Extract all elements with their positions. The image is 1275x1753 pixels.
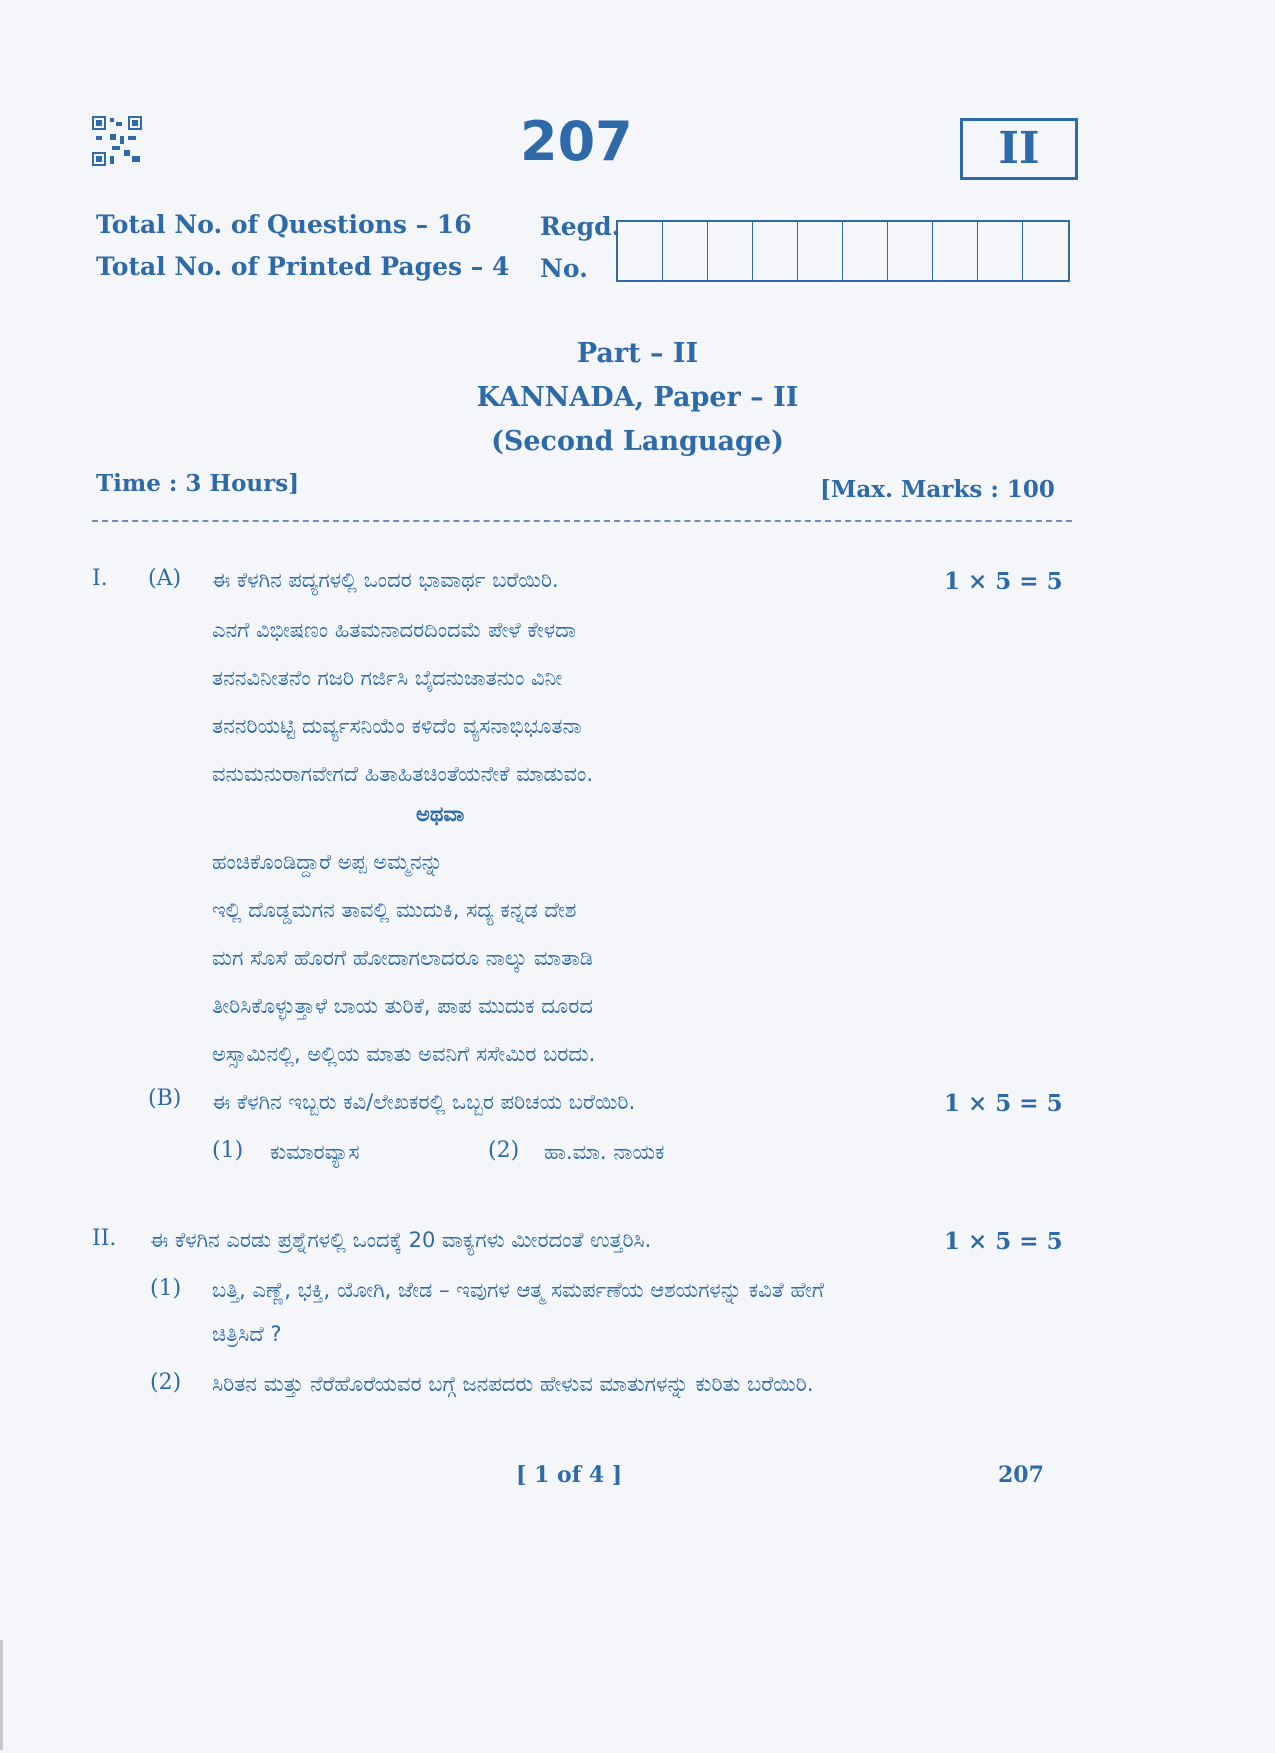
regd-label: Regd. <box>540 212 621 241</box>
total-pages: Total No. of Printed Pages – 4 <box>96 252 510 281</box>
poem2-line: ಹಂಚಿಕೊಂಡಿದ್ದಾರೆ ಅಪ್ಪ ಅಮ್ಮನನ್ನು <box>212 850 443 874</box>
option-text: ಹಾ.ಮಾ. ನಾಯಕ <box>544 1140 665 1164</box>
poem2-line: ಮಗ ಸೊಸೆ ಹೊರಗೆ ಹೋದಾಗಲಾದರೂ ನಾಲ್ಕು ಮಾತಾಡಿ <box>212 946 593 970</box>
regd-number-grid <box>616 220 1070 282</box>
part-title: Part – II <box>576 338 699 369</box>
total-questions: Total No. of Questions – 16 <box>96 210 472 239</box>
part-b-instruction: ಈ ಕೆಳಗಿನ ಇಬ್ಬರು ಕವಿ/ಲೇಖಕರಲ್ಲಿ ಒಬ್ಬರ ಪರಿಚಯ ಬರೆಯಿರಿ. <box>212 1090 636 1114</box>
section-roman: I. <box>92 566 108 591</box>
set-code-box: II <box>960 118 1078 180</box>
part-b-label: (B) <box>148 1086 182 1111</box>
section-roman: II. <box>92 1226 117 1251</box>
subject-title: KANNADA, Paper – II <box>476 382 799 413</box>
poem1-line: ವನುಮನುರಾಗವೇಗದೆ ಹಿತಾಹಿತಚಿಂತೆಯನೇಕೆ ಮಾಡುವಂ. <box>212 762 594 786</box>
section2-instruction: ಈ ಕೆಳಗಿನ ಎರಡು ಪ್ರಶ್ನೆಗಳಲ್ಲಿ ಒಂದಕ್ಕೆ 20 ವಾಕ್ಯಗಳು ಮೀರದಂತೆ ಉತ್ತರಿಸಿ. <box>150 1228 652 1252</box>
option-text: ಕುಮಾರವ್ಯಾಸ <box>270 1140 360 1164</box>
part-a-instruction: ಈ ಕೆಳಗಿನ ಪದ್ಯಗಳಲ್ಲಿ ಒಂದರ ಭಾವಾರ್ಥ ಬರೆಯಿರಿ. <box>212 568 559 592</box>
scan-edge <box>0 1640 13 1750</box>
question-number: (2) <box>150 1370 182 1395</box>
question-text: ಬತ್ತಿ, ಎಣ್ಣೆ, ಭಕ್ತಿ, ಯೋಗಿ, ಜೇಡ – ಇವುಗಳ ಆತ್ಮ ಸಮರ್ಪಣೆಯ ಆಶಯಗಳನ್ನು ಕವಿತೆ ಹೇಗೆ <box>212 1278 824 1302</box>
or-label: ಅಥವಾ <box>416 802 465 826</box>
poem2-line: ತೀರಿಸಿಕೊಳ್ಳುತ್ತಾಳೆ ಬಾಯ ತುರಿಕೆ, ಪಾಪ ಮುದುಕ ದೂರದ <box>212 994 593 1018</box>
poem2-line: ಇಲ್ಲಿ ದೊಡ್ಡಮಗನ ತಾವಲ್ಲಿ ಮುದುಕಿ, ಸದ್ಯ ಕನ್ನಡ ದೇಶ <box>212 898 577 922</box>
qr-code-icon <box>92 116 142 166</box>
question-text: ಸಿರಿತನ ಮತ್ತು ನೆರೆಹೊರೆಯವರ ಬಗ್ಗೆ ಜನಪದರು ಹೇಳುವ ಮಾತುಗಳನ್ನು ಕುರಿತು ಬರೆಯಿರಿ. <box>212 1372 814 1396</box>
question-number: (1) <box>150 1276 182 1301</box>
poem1-line: ಎನಗೆ ವಿಭೀಷಣಂ ಹಿತಮನಾದರದಿಂದಮೆ ಪೇಳೆ ಕೇಳದಾ <box>212 618 577 642</box>
header-divider <box>92 520 1072 522</box>
part-b-marks: 1 × 5 = 5 <box>944 1090 1063 1117</box>
footer-paper-code: 207 <box>998 1462 1044 1488</box>
regd-no-label: No. <box>540 254 588 283</box>
option-number: (2) <box>488 1138 520 1163</box>
max-marks: [Max. Marks : 100 <box>820 476 1055 503</box>
poem1-line: ತನನರಿಯಟ್ಟಿ ದುರ್ವ್ಯಸನಿಯೆಂ ಕಳಿದೆಂ ವ್ಯಸನಾಭಿಭೂತನಾ <box>212 714 582 738</box>
poem1-line: ತನನವಿನೀತನೆಂ ಗಜರಿ ಗರ್ಜಿಸಿ ಬೈದನುಜಾತನುಂ ವಿನೀ <box>212 666 563 690</box>
part-a-marks: 1 × 5 = 5 <box>944 568 1063 595</box>
page-number: [ 1 of 4 ] <box>516 1462 623 1488</box>
time-label: Time : 3 Hours] <box>96 470 300 497</box>
question-text-continued: ಚಿತ್ರಿಸಿದೆ ? <box>212 1322 282 1346</box>
paper-code: 207 <box>520 110 633 173</box>
option-number: (1) <box>212 1138 244 1163</box>
part-a-label: (A) <box>148 566 182 591</box>
language-title: (Second Language) <box>491 426 784 457</box>
poem2-line: ಅಸ್ಸಾಮಿನಲ್ಲಿ, ಅಲ್ಲಿಯ ಮಾತು ಅವನಿಗೆ ಸಸೇಮಿರ ಬರದು. <box>212 1042 596 1066</box>
section2-marks: 1 × 5 = 5 <box>944 1228 1063 1255</box>
